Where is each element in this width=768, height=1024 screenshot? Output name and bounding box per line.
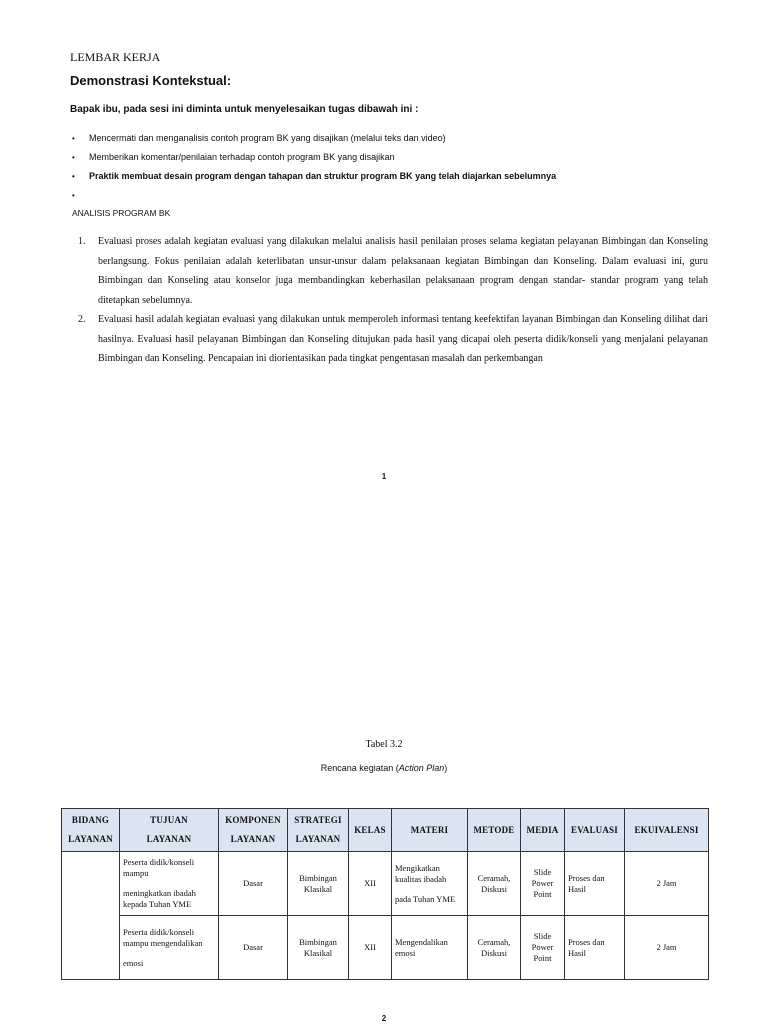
- cell-komponen: Dasar: [219, 852, 288, 916]
- task-item: • Memberikan komentar/penilaian terhadap contoh program BK yang disajikan: [72, 150, 712, 169]
- analysis-item: [78, 310, 708, 369]
- cell-komponen: Dasar: [219, 916, 288, 980]
- cell-media: Slide Power Point: [521, 852, 565, 916]
- cell-kelas: XII: [349, 916, 392, 980]
- table-header-row: [62, 809, 709, 852]
- table-row: [62, 916, 709, 980]
- analysis-item: [78, 232, 708, 310]
- caption-italic: Action Plan: [398, 763, 445, 773]
- caption-prefix: Rencana kegiatan (: [320, 763, 399, 773]
- instruction-text: Bapak ibu, pada sesi ini diminta untuk menyelesaikan tugas dibawah ini :: [70, 104, 419, 115]
- header-komponen-layanan: KOMPONEN LAYANAN: [219, 809, 288, 852]
- header-kelas: KELAS: [349, 809, 392, 852]
- header-evaluasi: EVALUASI: [565, 809, 625, 852]
- cell-bidang: [62, 852, 120, 980]
- header-ekuivalensi: EKUIVALENSI: [625, 809, 709, 852]
- worksheet-title: LEMBAR KERJA: [70, 50, 161, 64]
- table-caption: [0, 763, 768, 773]
- cell-materi: Mengikatkan kualitas ibadah pada Tuhan YME: [392, 852, 468, 916]
- task-list: [72, 131, 712, 207]
- analysis-item-text: Evaluasi proses adalah kegiatan evaluasi yang dilakukan melalui analisis hasil penilaian proses selama kegiatan pelayanan Bimbingan dan Konseling berlangsung. Fokus penilaian adalah keterlibatan unsur-unsur dalam pelaksanaan kegiatan Bimbingan dan Konseling. Dalam evaluasi ini, guru Bimbingan dan Konseling atau konselor juga membandingkan keberhasilan pelaksanaan program dengan standar- standar program yang telah ditetapkan sebelumnya.: [98, 236, 708, 306]
- page-number: 1: [381, 472, 387, 481]
- cell-strategi: Bimbingan Klasikal: [288, 916, 349, 980]
- header-tujuan-layanan: TUJUAN LAYANAN: [120, 809, 219, 852]
- action-plan-table: [61, 808, 709, 980]
- page-number: 2: [381, 1014, 387, 1023]
- cell-ekuivalensi: 2 Jam: [625, 852, 709, 916]
- cell-tujuan: Peserta didik/konseli mampu meningkatkan ibadah kepada Tuhan YME: [120, 852, 219, 916]
- cell-metode: Ceramah, Diskusi: [468, 852, 521, 916]
- analysis-item-text: Evaluasi hasil adalah kegiatan evaluasi yang dilakukan untuk memperoleh informasi tentang keefektifan layanan Bimbingan dan Konseling dilihat dari hasilnya. Evaluasi hasil pelayanan Bimbingan dan Konseling ditujukan pada hasil yang dicapai oleh peserta didik/konseli yang menjalani pelayanan Bimbingan dan Konseling. Pencapaian ini diorientasikan pada tingkat pengentasan masalah dan perkembangan: [98, 314, 708, 364]
- section-subtitle: Demonstrasi Kontekstual:: [70, 73, 232, 88]
- header-bidang-layanan: BIDANG LAYANAN: [62, 809, 120, 852]
- cell-evaluasi: Proses dan Hasil: [565, 916, 625, 980]
- task-item: • Praktik membuat desain program dengan tahapan dan struktur program BK yang telah diajarkan sebelumnya: [72, 169, 712, 188]
- analysis-heading: ANALISIS PROGRAM BK: [72, 208, 171, 218]
- header-materi: MATERI: [392, 809, 468, 852]
- analysis-item-number: 1.: [78, 236, 86, 247]
- task-item: • Mencermati dan menganalisis contoh program BK yang disajikan (melalui teks dan video): [72, 131, 712, 150]
- cell-metode: Ceramah, Diskusi: [468, 916, 521, 980]
- analysis-list: [78, 232, 708, 369]
- table-title: Tabel 3.2: [365, 739, 403, 750]
- header-strategi-layanan: STRATEGI LAYANAN: [288, 809, 349, 852]
- table-row: [62, 852, 709, 916]
- cell-media: Slide Power Point: [521, 916, 565, 980]
- cell-strategi: Bimbingan Klasikal: [288, 852, 349, 916]
- cell-kelas: XII: [349, 852, 392, 916]
- cell-materi: Mengendalikan emosi: [392, 916, 468, 980]
- cell-evaluasi: Proses dan Hasil: [565, 852, 625, 916]
- cell-tujuan: Peserta didik/konseli mampu mengendalikan emosi: [120, 916, 219, 980]
- task-item-empty: [72, 188, 712, 207]
- cell-ekuivalensi: 2 Jam: [625, 916, 709, 980]
- header-metode: METODE: [468, 809, 521, 852]
- header-media: MEDIA: [521, 809, 565, 852]
- analysis-item-number: 2.: [78, 314, 86, 325]
- caption-suffix: ): [444, 763, 448, 773]
